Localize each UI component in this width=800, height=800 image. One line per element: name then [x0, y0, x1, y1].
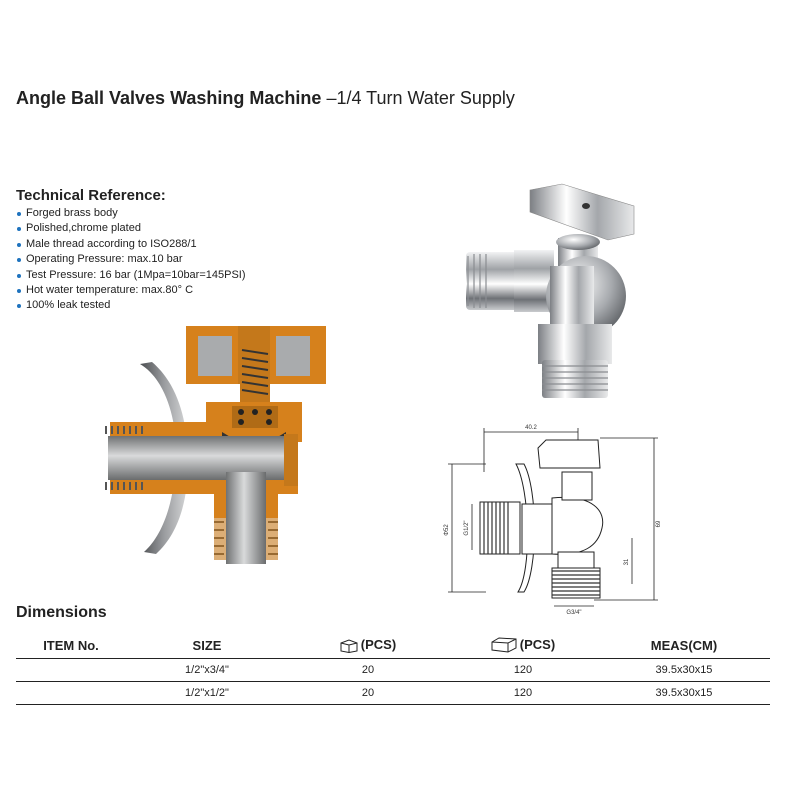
technical-item: Hot water temperature: max.80° C	[16, 283, 246, 298]
technical-item: Male thread according to ISO288/1	[16, 237, 246, 252]
cell-meas: 39.5x30x15	[598, 659, 770, 682]
table-header-row	[16, 632, 770, 659]
valve-dimension-drawing	[434, 420, 670, 616]
dimensions-table	[16, 632, 770, 705]
title-main: Angle Ball Valves Washing Machine	[16, 88, 322, 108]
header-outer-pcs: (PCS)	[519, 636, 556, 652]
dim-top-label: 40.2	[525, 425, 537, 431]
technical-item: Polished,chrome plated	[16, 221, 246, 236]
dim-diameter-label: Φ52	[444, 524, 450, 536]
technical-item: Forged brass body	[16, 206, 246, 221]
header-item-no: ITEM No.	[16, 632, 126, 659]
valve-cutaway-illustration	[100, 322, 336, 564]
technical-item: Operating Pressure: max.10 bar	[16, 252, 246, 267]
dimensions-heading: Dimensions	[16, 604, 107, 621]
header-inner-pcs: (PCS)	[360, 637, 397, 653]
title-subtitle: –1/4 Turn Water Supply	[326, 88, 515, 108]
cell-item	[16, 682, 126, 705]
cell-item	[16, 659, 126, 682]
cell-inner: 20	[288, 659, 448, 682]
dim-outlet-label: G3/4"	[566, 610, 582, 616]
cell-inner: 20	[288, 682, 448, 705]
technical-list	[16, 206, 246, 314]
table-row	[16, 682, 770, 705]
header-outer-carton	[448, 632, 598, 659]
cell-meas: 39.5x30x15	[598, 682, 770, 705]
technical-item: 100% leak tested	[16, 298, 246, 313]
header-size: SIZE	[126, 632, 288, 659]
cell-size: 1/2"x3/4"	[126, 659, 288, 682]
dim-drop-label: 31	[624, 558, 630, 566]
dim-height-label: 69	[656, 520, 662, 528]
cell-outer: 120	[448, 682, 598, 705]
page-title	[16, 88, 515, 109]
header-inner-carton	[288, 632, 448, 659]
dim-inlet-label: G1/2"	[464, 520, 470, 536]
cell-outer: 120	[448, 659, 598, 682]
technical-item: Test Pressure: 16 bar (1Mpa=10bar=145PSI)	[16, 268, 246, 283]
outer-box-icon	[491, 637, 517, 653]
cell-size: 1/2"x1/2"	[126, 682, 288, 705]
technical-heading: Technical Reference:	[16, 187, 166, 204]
valve-product-illustration	[458, 182, 642, 404]
table-row	[16, 659, 770, 682]
inner-box-icon	[340, 639, 358, 653]
header-meas: MEAS(CM)	[598, 632, 770, 659]
